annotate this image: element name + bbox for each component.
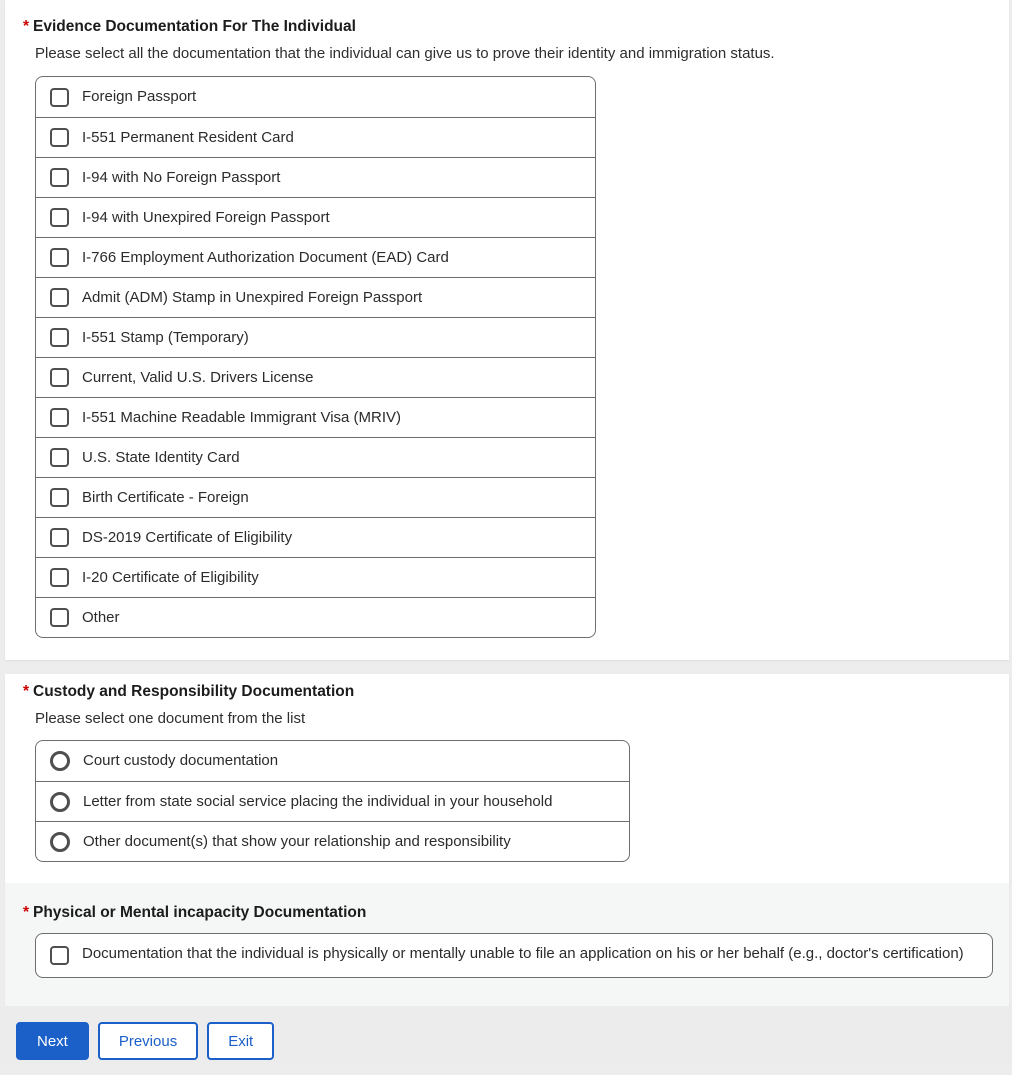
checkbox-row-i94-unexpired-passport[interactable] [36, 197, 595, 237]
incapacity-section-title [23, 903, 989, 922]
evidence-description: Please select all the documentation that the individual can give us to prove their identity and immigration status. [35, 45, 775, 62]
checkbox-label: I-766 Employment Authorization Document (EAD) Card [82, 248, 449, 266]
checkbox-icon[interactable] [50, 88, 69, 107]
checkbox-row-ds2019[interactable] [36, 517, 595, 557]
checkbox-row-other[interactable] [36, 597, 595, 637]
checkbox-row-birth-certificate[interactable] [36, 477, 595, 517]
custody-section-title [23, 682, 989, 701]
checkbox-label: Other [82, 608, 120, 626]
checkbox-icon[interactable] [50, 288, 69, 307]
checkbox-icon[interactable] [50, 168, 69, 187]
checkbox-icon[interactable] [50, 368, 69, 387]
evidence-checkbox-list [35, 76, 596, 638]
checkbox-row-i20[interactable] [36, 557, 595, 597]
checkbox-row-state-id[interactable] [36, 437, 595, 477]
checkbox-label: I-551 Machine Readable Immigrant Visa (MRIV) [82, 408, 402, 426]
checkbox-icon[interactable] [50, 528, 69, 547]
checkbox-row-i94-no-passport[interactable] [36, 157, 595, 197]
custody-radio-list [35, 740, 630, 862]
checkbox-label: I-551 Stamp (Temporary) [82, 328, 249, 346]
checkbox-label: Admit (ADM) Stamp in Unexpired Foreign Passport [82, 288, 423, 306]
checkbox-icon[interactable] [50, 328, 69, 347]
checkbox-icon[interactable] [50, 608, 69, 627]
exit-button[interactable]: Exit [207, 1022, 274, 1060]
custody-description: Please select one document from the list [35, 710, 306, 727]
radio-icon[interactable] [50, 832, 70, 852]
radio-row-court-custody[interactable] [36, 741, 629, 781]
checkbox-icon[interactable] [50, 448, 69, 467]
checkbox-row-i551-stamp[interactable] [36, 317, 595, 357]
checkbox-label: Foreign Passport [82, 88, 197, 105]
required-asterisk: * [23, 18, 30, 35]
checkbox-label: DS-2019 Certificate of Eligibility [82, 528, 293, 546]
evidence-title-text: Evidence Documentation For The Individual [33, 18, 356, 35]
checkbox-row-i551-mriv[interactable] [36, 397, 595, 437]
checkbox-icon[interactable] [50, 568, 69, 587]
checkbox-label: U.S. State Identity Card [82, 448, 240, 466]
checkbox-label: I-94 with Unexpired Foreign Passport [82, 208, 330, 226]
checkbox-icon[interactable] [50, 488, 69, 507]
checkbox-row-drivers-license[interactable] [36, 357, 595, 397]
custody-title-text: Custody and Responsibility Documentation [33, 683, 355, 700]
custody-section [5, 674, 1009, 883]
radio-label: Other document(s) that show your relationship and responsibility [83, 832, 511, 850]
radio-icon[interactable] [50, 751, 70, 771]
checkbox-row-i766-ead[interactable] [36, 237, 595, 277]
checkbox-row-adm-stamp[interactable] [36, 277, 595, 317]
checkbox-row-foreign-passport[interactable] [36, 77, 595, 117]
previous-button[interactable]: Previous [98, 1022, 198, 1060]
checkbox-icon[interactable] [50, 408, 69, 427]
radio-label: Court custody documentation [83, 752, 279, 769]
radio-row-other-document[interactable] [36, 821, 629, 861]
radio-label: Letter from state social service placing the individual in your household [83, 792, 553, 810]
incapacity-section [5, 883, 1009, 1006]
checkbox-label: I-20 Certificate of Eligibility [82, 568, 259, 586]
checkbox-label: Birth Certificate - Foreign [82, 488, 249, 506]
form-footer [0, 1006, 1012, 1065]
next-button[interactable]: Next [16, 1022, 89, 1060]
checkbox-label: Documentation that the individual is physically or mentally unable to file an application on his or her behalf (e.g., doctor's certification) [82, 945, 964, 962]
radio-row-social-service-letter[interactable] [36, 781, 629, 821]
checkbox-icon[interactable] [50, 248, 69, 267]
checkbox-label: I-551 Permanent Resident Card [82, 128, 294, 146]
incapacity-title-text: Physical or Mental incapacity Documentation [33, 904, 367, 921]
required-asterisk: * [23, 904, 30, 921]
checkbox-row-i551-card[interactable] [36, 117, 595, 157]
evidence-section [5, 0, 1009, 660]
checkbox-label: Current, Valid U.S. Drivers License [82, 368, 314, 386]
radio-icon[interactable] [50, 792, 70, 812]
evidence-section-title [23, 17, 989, 36]
checkbox-icon[interactable] [50, 128, 69, 147]
checkbox-label: I-94 with No Foreign Passport [82, 168, 281, 186]
incapacity-checkbox-row[interactable] [35, 933, 993, 978]
checkbox-icon[interactable] [50, 946, 69, 965]
required-asterisk: * [23, 683, 30, 700]
checkbox-icon[interactable] [50, 208, 69, 227]
